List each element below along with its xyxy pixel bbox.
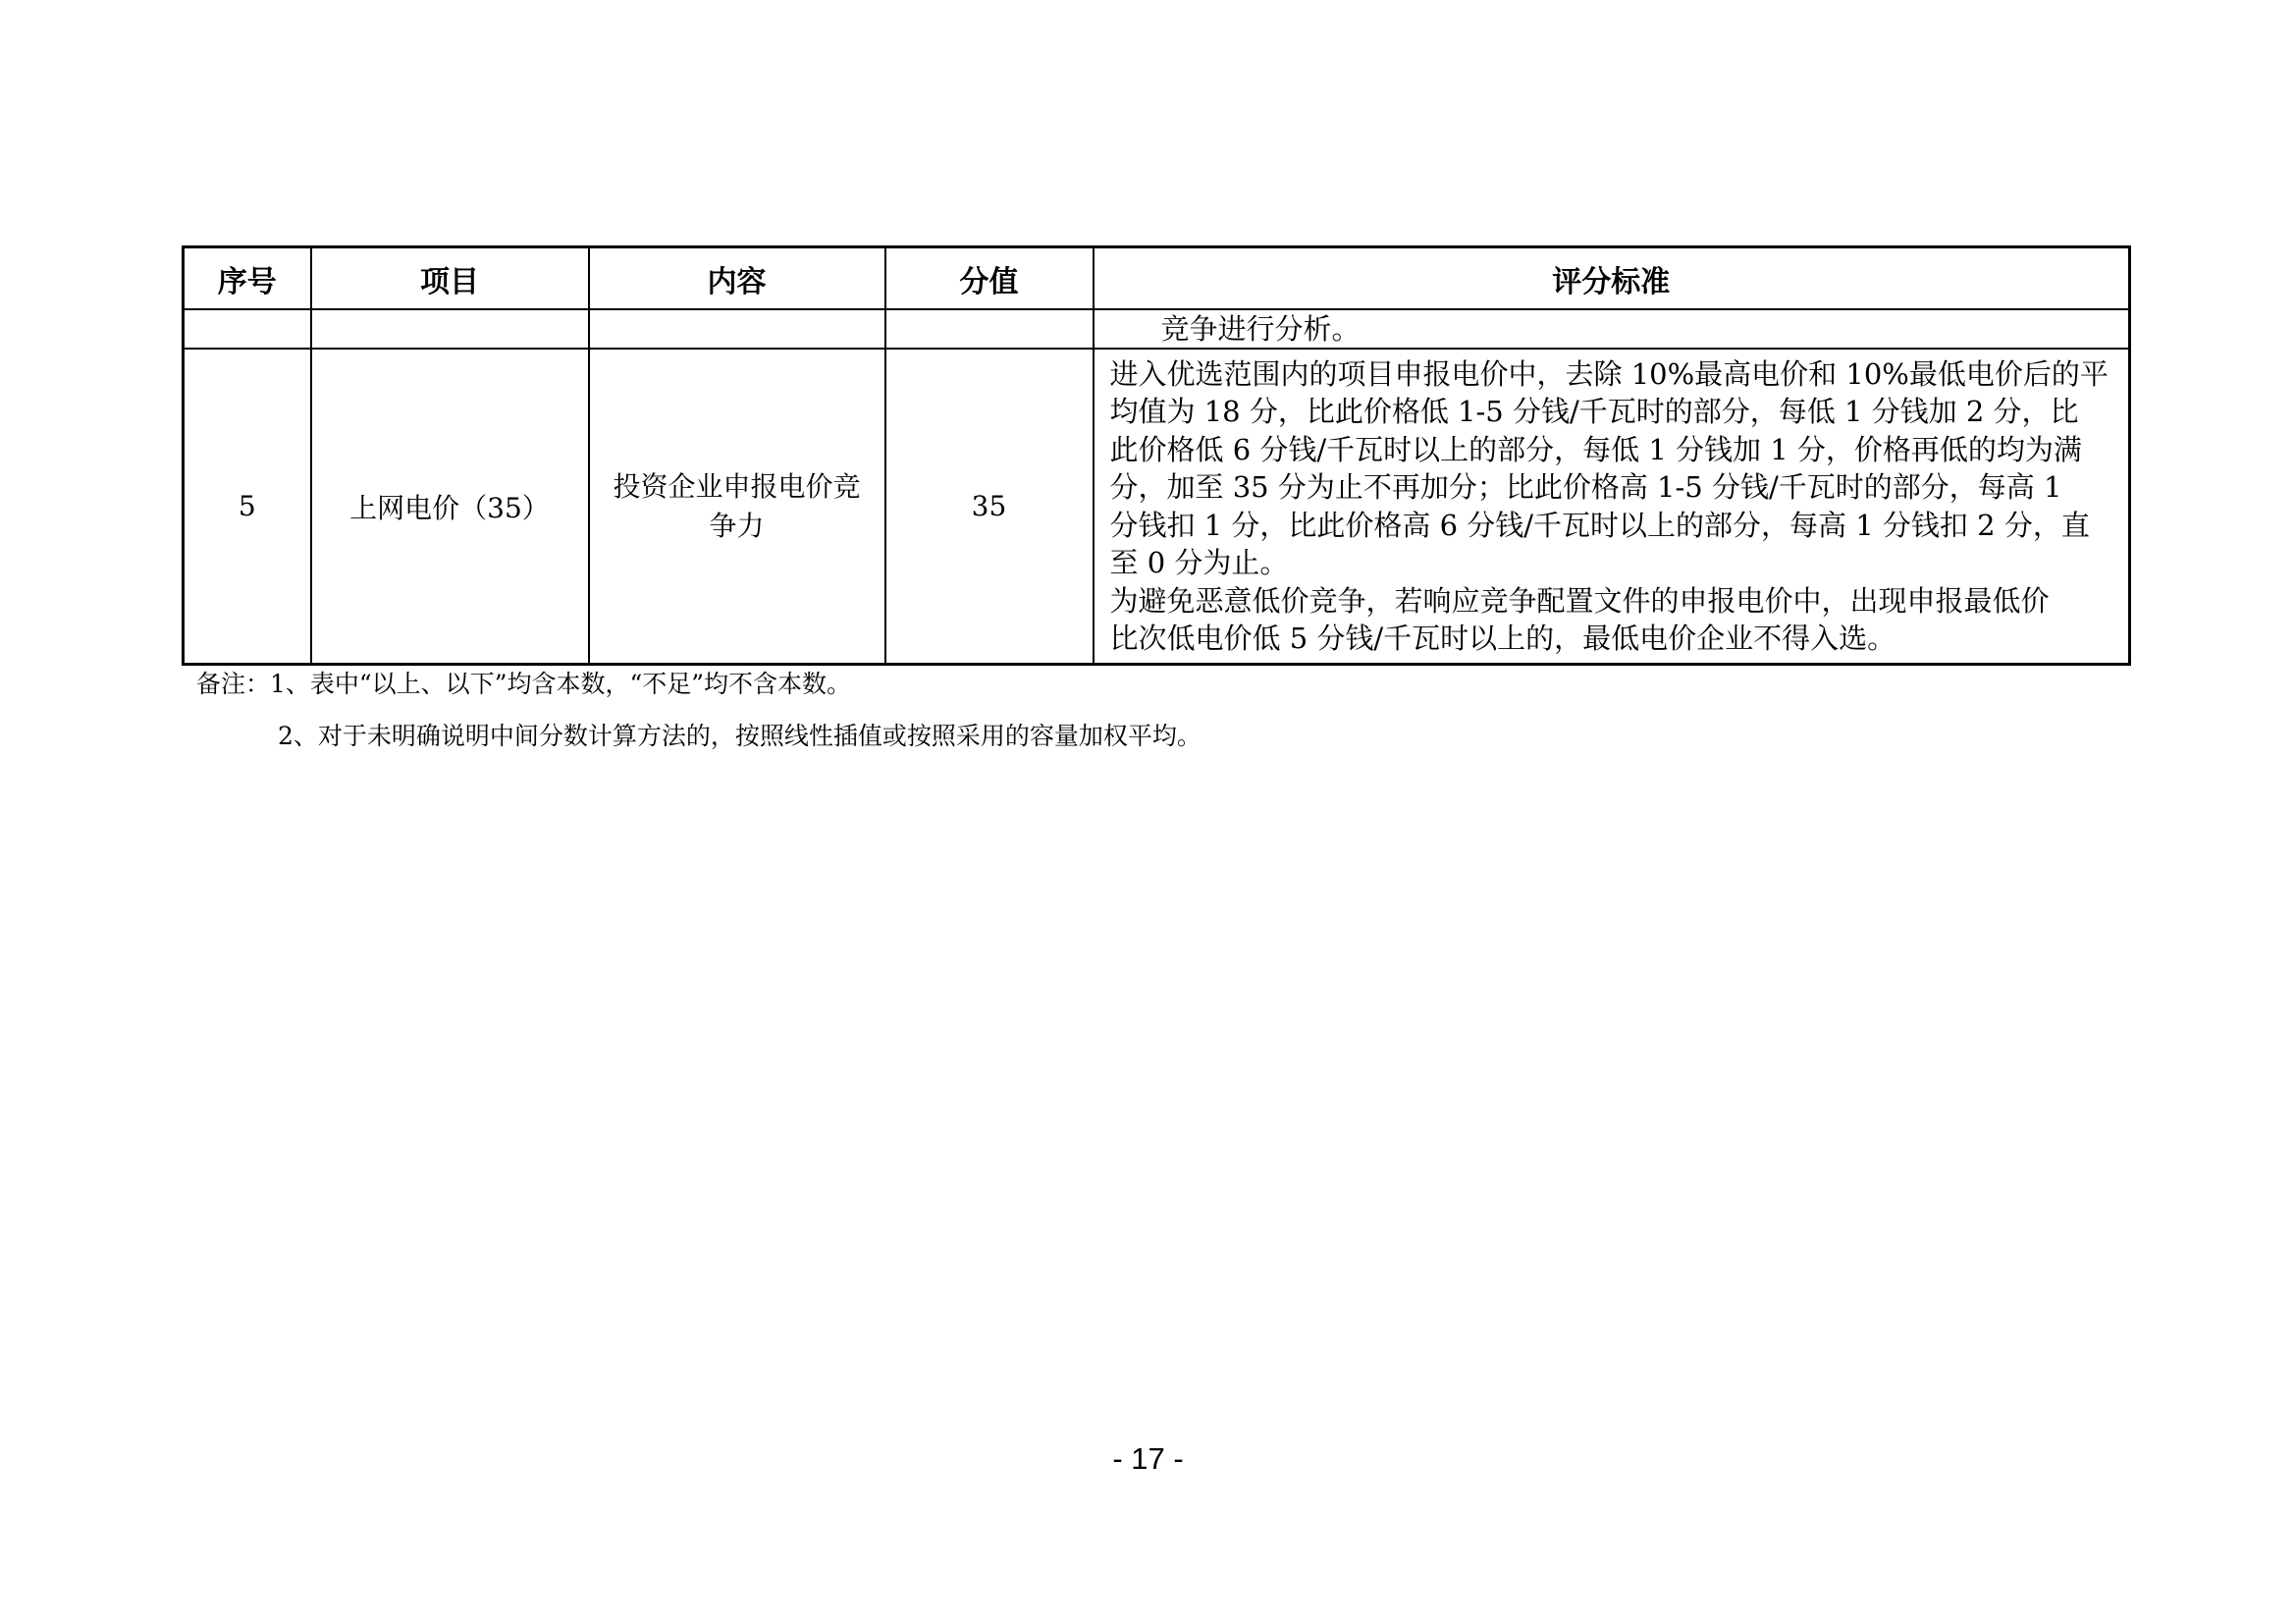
criteria-line: 进入优选范围内的项目申报电价中，去除 10%最高电价和 10%最低电价后的平 [1109,356,2109,391]
criteria-line: 此价格低 6 分钱/千瓦时以上的部分，每低 1 分钱加 1 分，价格再低的均为满 [1109,432,2082,466]
cell-content-empty [589,309,885,349]
scoring-table [182,245,2131,666]
criteria-line: 分钱扣 1 分，比此价格高 6 分钱/千瓦时以上的部分，每高 1 分钱扣 2 分，直 [1109,508,2090,542]
cell-index: 5 [184,349,311,665]
criteria-line: 至 0 分为止。 [1109,546,1289,579]
cell-item-empty [311,309,589,349]
header-criteria: 评分标准 [1094,247,2130,310]
criteria-line: 为避免恶意低价竞争，若响应竞争配置文件的申报电价中，出现申报最低价 [1109,583,2050,618]
criteria-line: 均值为 18 分，比此价格低 1-5 分钱/千瓦时的部分，每低 1 分钱加 2 分，比 [1109,395,2079,428]
cell-criteria [1094,349,2130,665]
table-row-continued [184,309,2130,349]
page-number: - 17 - [1112,1441,1184,1476]
header-score: 分值 [885,247,1094,310]
header-index: 序号 [184,247,311,310]
footnote-1: 备注：1、表中“以上、以下”均含本数，“不足”均不含本数。 [196,670,852,698]
table-row [184,349,2130,665]
header-content: 内容 [589,247,885,310]
cell-criteria-continued: 竞争进行分析。 [1094,309,2130,349]
criteria-line: 比次低电价低 5 分钱/千瓦时以上的，最低电价企业不得入选。 [1109,622,1896,655]
cell-score: 35 [885,349,1094,665]
cell-item: 上网电价（35） [311,349,589,665]
cell-score-empty [885,309,1094,349]
cell-index-empty [184,309,311,349]
table-header-row [184,247,2130,310]
cell-content: 投资企业申报电价竞争力 [589,349,885,665]
criteria-line: 分，加至 35 分为止不再加分；比此价格高 1-5 分钱/千瓦时的部分，每高 1 [1109,470,2062,504]
footnote-2: 2、对于未明确说明中间分数计算方法的，按照线性插值或按照采用的容量加权平均。 [278,722,1201,750]
header-item: 项目 [311,247,589,310]
